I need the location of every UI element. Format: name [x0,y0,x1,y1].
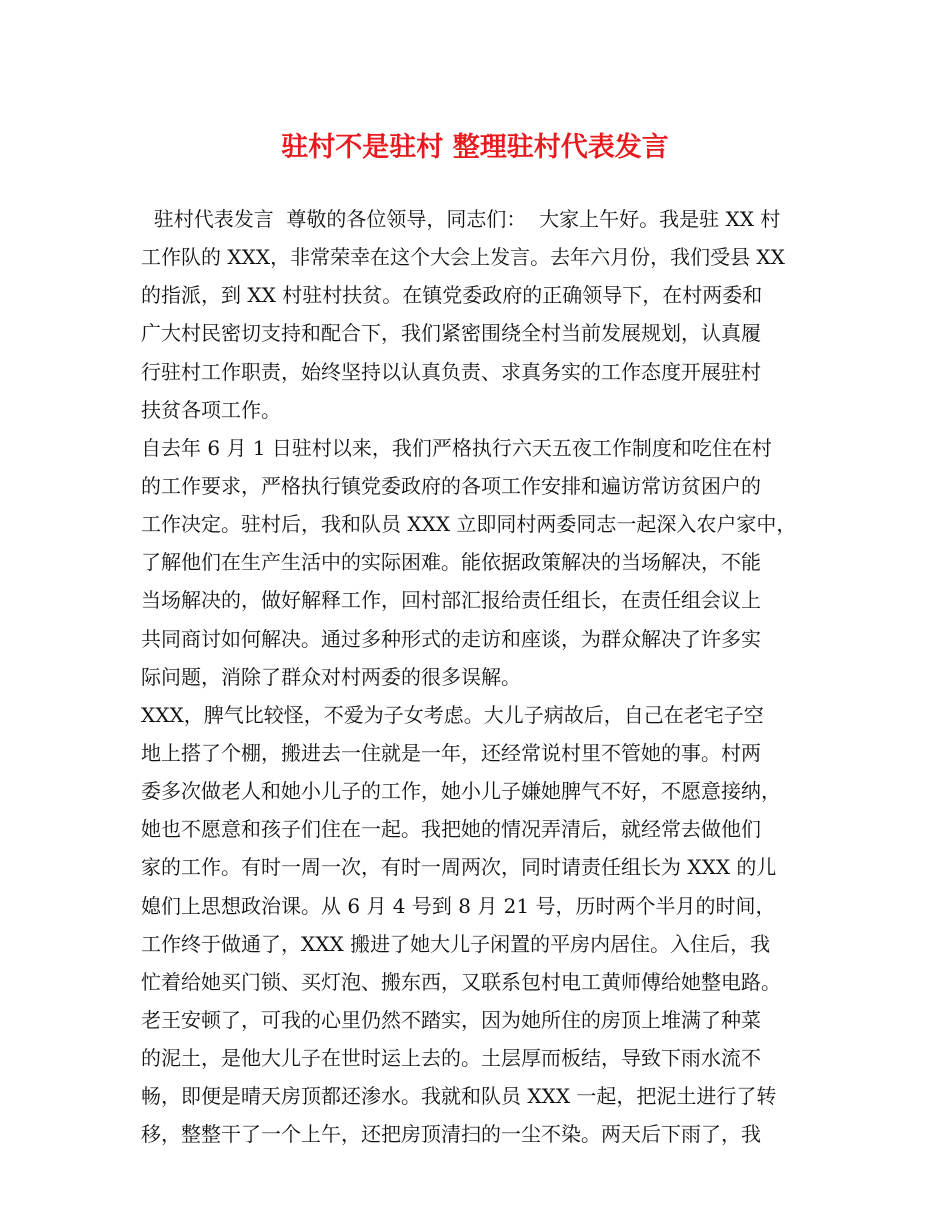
body-text-line: 委多次做老人和她小儿子的工作，她小儿子嫌她脾气不好，不愿意接纳， [141,779,781,804]
body-text-line: 广大村民密切支持和配合下，我们紧密围绕全村当前发展规划，认真履 [141,321,761,346]
body-text-line: 地上搭了个棚，搬进去一住就是一年，还经常说村里不管她的事。村两 [141,740,761,765]
body-text-line: 她也不愿意和孩子们住在一起。我把她的情况弄清后，就经常去做他们 [141,817,761,842]
body-text-line: 扶贫各项工作。 [141,397,281,422]
body-text-line: 的工作要求，严格执行镇党委政府的各项工作安排和遍访常访贫困户的 [141,473,761,498]
document-body [141,200,831,1154]
body-text-line: 老王安顿了，可我的心里仍然不踏实，因为她所住的房顶上堆满了种菜 [141,1007,761,1032]
body-text-line: 忙着给她买门锁、买灯泡、搬东西，又联系包村电工黄师傅给她整电路。 [141,969,781,994]
body-text-line: 当场解决的，做好解释工作，回村部汇报给责任组长，在责任组会议上 [141,588,761,613]
body-text-line: 的泥土，是他大儿子在世时运上去的。土层厚而板结，导致下雨水流不 [141,1046,761,1071]
body-text-line: 畅，即便是晴天房顶都还渗水。我就和队员 XXX 一起，把泥土进行了转 [141,1084,777,1109]
body-text-line: 工作队的 XXX，非常荣幸在这个大会上发言。去年六月份，我们受县 XX [141,245,785,270]
body-text-line: 共同商讨如何解决。通过多种形式的走访和座谈，为群众解决了许多实 [141,626,761,651]
body-text-line: 移，整整干了一个上午，还把房顶清扫的一尘不染。两天后下雨了，我 [141,1122,761,1147]
body-text-line: 的指派，到 XX 村驻村扶贫。在镇党委政府的正确领导下，在村两委和 [141,283,763,308]
body-text-line: 家的工作。有时一周一次，有时一周两次，同时请责任组长为 XXX 的儿 [141,855,777,880]
body-text-line: 际问题，消除了群众对村两委的很多误解。 [141,664,521,689]
body-text-line: 工作决定。驻村后，我和队员 XXX 立即同村两委同志一起深入农户家中， [141,512,797,537]
body-text-line: 驻村代表发言 尊敬的各位领导，同志们： 大家上午好。我是驻 XX 村 [141,207,781,231]
body-text-line: 自去年 6 月 1 日驻村以来，我们严格执行六天五夜工作制度和吃住在村 [141,435,772,460]
body-text-line: 媳们上思想政治课。从 6 月 4 号到 8 月 21 号，历时两个半月的时间， [141,893,776,918]
body-text-line: XXX，脾气比较怪，不爱为子女考虑。大儿子病故后，自己在老宅子空 [141,702,764,727]
body-text-line: 工作终于做通了，XXX 搬进了她大儿子闲置的平房内居住。入住后，我 [141,931,771,956]
body-text-line: 了解他们在生产生活中的实际困难。能依据政策解决的当场解决，不能 [141,550,761,575]
body-text-line: 行驻村工作职责，始终坚持以认真负责、求真务实的工作态度开展驻村 [141,359,761,384]
document-title: 驻村不是驻村 整理驻村代表发言 [281,132,669,163]
